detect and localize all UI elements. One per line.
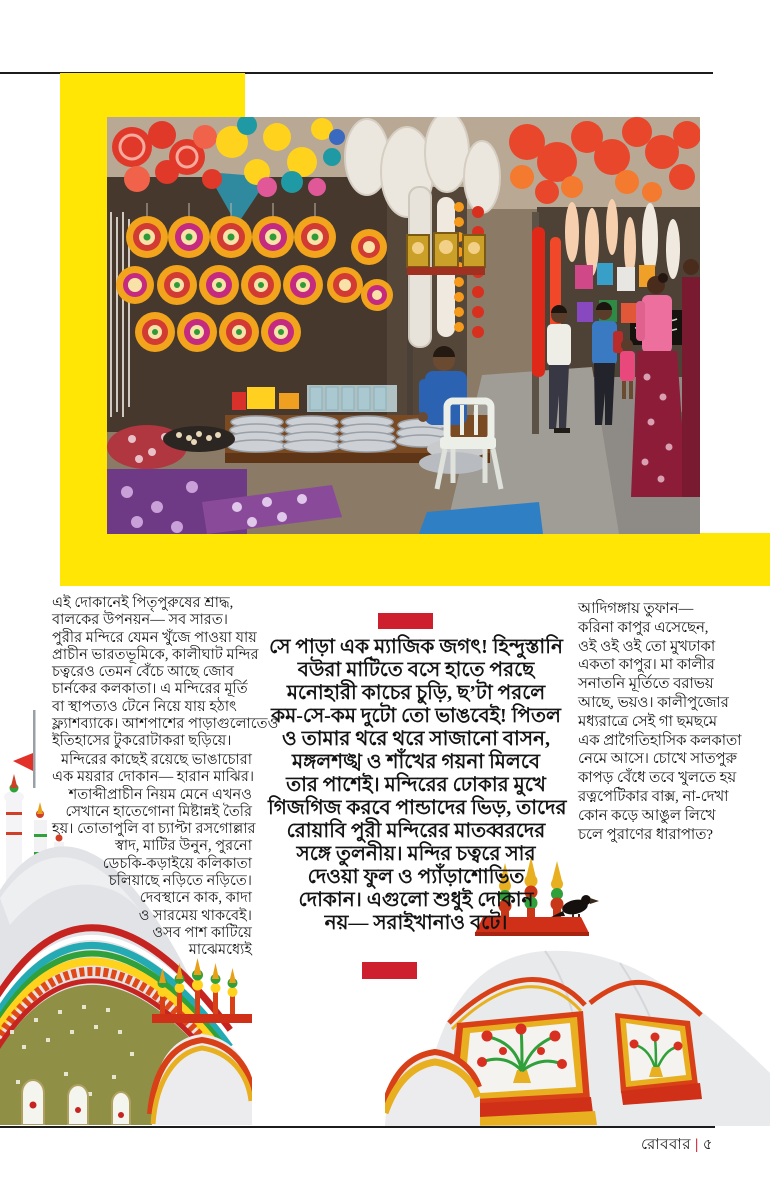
text-line: স্বাদ, মাটির উনুন, পুরনো [114, 838, 252, 855]
text-line: মনোহারী কাচের চুড়ি, ছ’টা পরলে [286, 682, 546, 704]
text-line: মন্দিরের কাছেই রয়েছে ভাঙাচোরা [60, 752, 252, 768]
text-line: দেবস্থানে কাক, কাদা [139, 890, 252, 907]
text-line: বালকের উপনয়ন— সব সারত। [52, 612, 228, 629]
text-line: ডেচকি-কড়াইয়ে কলিকাতা [102, 855, 252, 872]
text-line: একতা কাপুর। মা কালীর [578, 657, 715, 674]
market-photo [107, 117, 700, 534]
text-line: ও তামার থরে থরে সাজানো বাসন, [282, 728, 550, 750]
text-line: তার পাশেই। মন্দিরের ঢোকার মুখে [286, 774, 546, 796]
text-line: সঙ্গে তুলনীয়। মন্দির চত্বরে সার [296, 843, 536, 865]
text-line: চার্নকের কলকাতা। এ মন্দিরের মূর্তি [52, 681, 248, 698]
temple-flag [13, 753, 33, 771]
sweet-bowl [163, 426, 235, 452]
section-marker-top [378, 613, 433, 629]
text-line: ওই ওই ওই তো মুখঢাকা [578, 638, 716, 655]
text-line: ফ্ল্যাশব্যাকে। আশপাশের পাড়াগুলোতেও [52, 716, 279, 733]
text-line: পুরীর মন্দিরে যেমন খুঁজে পাওয়া যায় [52, 629, 257, 646]
text-line: কম-সে-কম দুটো তো ভাঙবেই! পিতল [271, 705, 561, 727]
article-column-right [578, 600, 748, 844]
woman-partial [682, 277, 700, 497]
bottom-rule [0, 1126, 715, 1128]
text-line: রত্নপেটিকার বাক্স, না-দেখা [578, 788, 729, 805]
text-line: আদিগঙ্গায় তুফান— [578, 601, 694, 617]
section-marker-bottom [362, 962, 417, 979]
text-line: সে পাড়া এক ম্যাজিক জগৎ! হিন্দুস্তানি [269, 636, 563, 658]
text-line: বা স্থাপত্যও টেনে নিয়ে যায় হঠাৎ [52, 698, 237, 715]
footer-brand: রোববার [640, 1137, 691, 1153]
text-line: নেমে আসে। চোখে সাতপুরু [578, 751, 737, 768]
text-line: চলে পুরাণের ধারাপাত? [578, 826, 713, 843]
text-line: বউরা মাটিতে বসে হাতে পরছে [297, 659, 535, 681]
text-line: শতাব্দীপ্রাচীন নিয়ম মেনে এখনও [68, 786, 252, 803]
text-line: চত্বরেও তেমন বেঁচে আছে জোব [52, 664, 235, 681]
text-line: সনাতনি মূর্তিতে বরাভয় [578, 676, 714, 693]
text-line: মধ্যরাত্রে সেই গা ছমছমে [578, 713, 717, 730]
article-column-middle [268, 636, 567, 935]
text-line: করিনা কাপুর এসেছেন, [578, 619, 709, 636]
text-line: মাঝেমধ্যেই [188, 942, 252, 959]
text-line: মঙ্গলশঙ্খ ও শাঁখের গয়না মিলবে [292, 751, 540, 773]
floral-panel-side [615, 1013, 698, 1093]
text-line: গিজগিজ করবে পান্ডাদের ভিড়, তাদের [268, 797, 567, 819]
text-line: নয়— সরাইখানাও বটে। [324, 912, 508, 934]
text-line: সেখানে হাতেগোনা মিষ্টান্নই তৈরি [65, 803, 252, 820]
footer [0, 1133, 713, 1158]
text-line: এই দোকানেই পিতৃপুরুষের শ্রাদ্ধ, [52, 595, 234, 611]
article-column-left-wrap [52, 752, 256, 960]
text-line: কাপড় বেঁধে তবে খুলতে হয় [578, 770, 737, 787]
deity-pictures [407, 233, 485, 275]
yellow-accent-strip [60, 533, 770, 586]
footer-page-number: ৫ [702, 1137, 713, 1153]
text-line: রোয়াবি পুরী মন্দিরের মাতব্বরদের [286, 820, 546, 842]
market-photo-illustration [107, 117, 700, 534]
text-line: ও সারমেয় থাকবেই। [138, 907, 252, 924]
text-line: চলিয়াছে নড়িতে নড়িতে। [108, 873, 252, 890]
text-line: এক প্রাগৈতিহাসিক কলকাতা [578, 732, 742, 749]
text-line: দোকান। এগুলো শুধুই দোকান [298, 889, 534, 911]
text-line: ইতিহাসের টুকরোটাকরা ছড়িয়ে। [52, 733, 232, 750]
text-line: কোন কড়ে আঙুল লিখে [578, 807, 716, 824]
flag-mast [33, 710, 36, 788]
text-line: আছে, ভয়ও। কালীপুজোর [578, 694, 729, 711]
text-line: ওসব পাশ কাটিয়ে [152, 924, 252, 941]
article-column-left-top [52, 595, 279, 751]
red-tinsel [532, 227, 545, 377]
footer-separator: | [694, 1137, 699, 1153]
text-line: দেওয়া ফুল ও প্যাঁড়াশোভিত [307, 866, 525, 888]
text-line: এক ময়রার দোকান— হারান মাঝির। [52, 769, 255, 786]
text-line: প্রাচীন ভারতভূমিকে, কালীঘাট মন্দির [52, 646, 259, 663]
text-line: হয়। তোতাপুলি বা চ্যাপ্টা রসগোল্লার [52, 821, 256, 838]
